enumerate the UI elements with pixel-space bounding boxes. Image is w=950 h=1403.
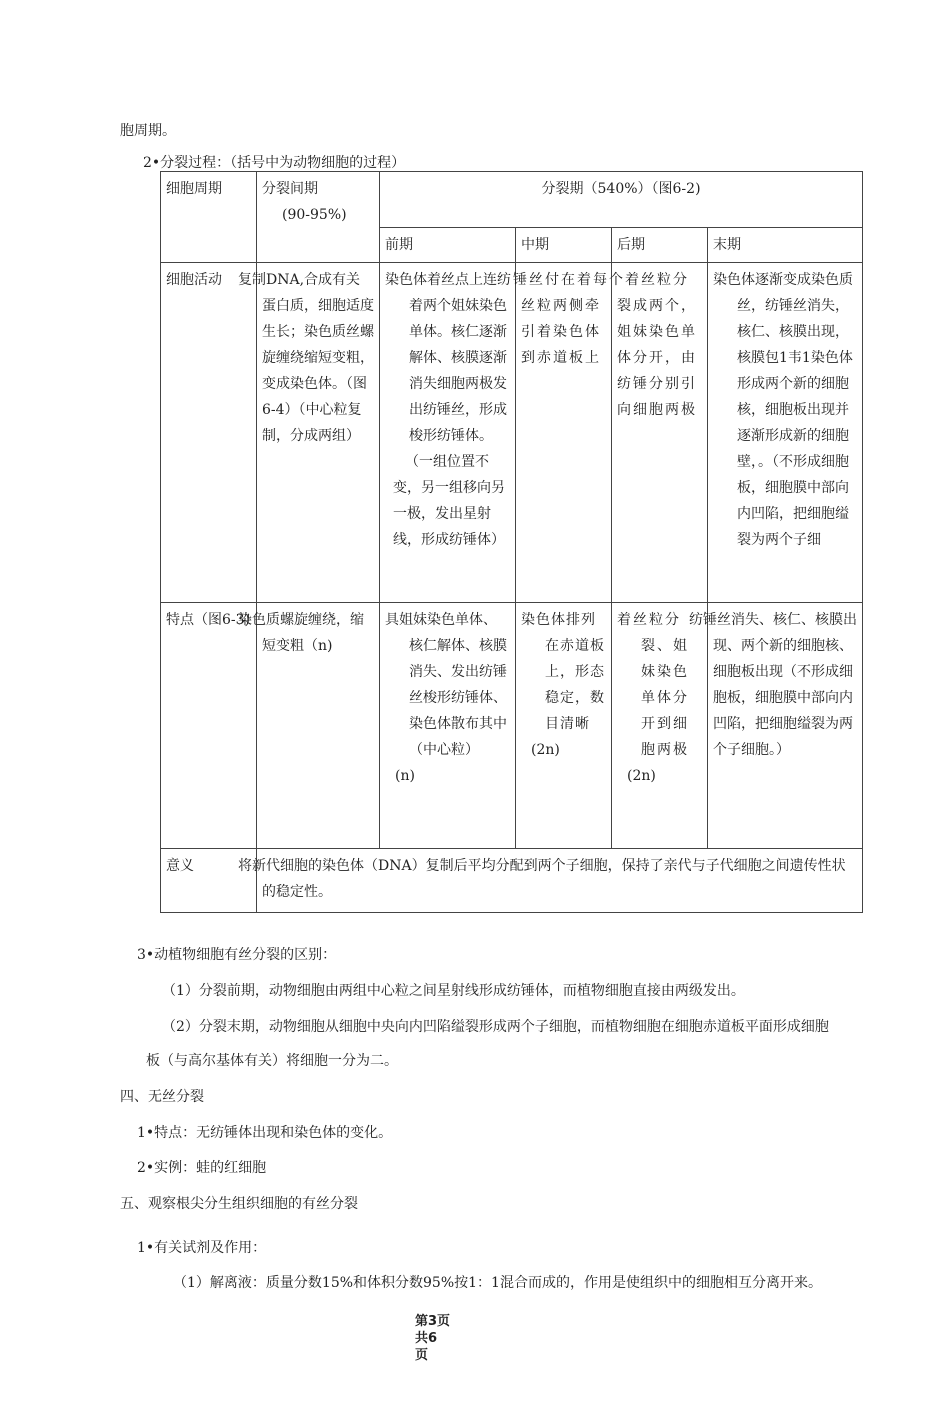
section-4-example: 2•实例：蛙的红细胞 [137,1160,267,1176]
section-4-title: 四、无丝分裂 [120,1089,204,1105]
activity-interphase: 复制DNA,合成有关蛋白质，细胞适度生长；染色质丝螺旋缠绕缩短变粗，变成染色体。（图6-4）（中心粒复制，分成两组） [257,263,380,603]
header-interphase-label: 分裂间期 [262,181,318,197]
feature-interphase: 染色质螺旋缠绕，缩短变粗（n) [257,603,380,849]
feature-anaphase [612,603,708,849]
footer-page-number: 第3页 [415,1314,451,1329]
header-cell-cycle: 细胞周期 [161,172,257,263]
feature-anaphase-ploidy: (2n) [627,768,656,784]
header-telophase: 末期 [708,228,863,263]
activity-metaphase: 纺锤丝付在着丝粒两侧牵引着染色体到赤道板上 [516,263,612,603]
activity-prophase-animal: （一组位置不变，另一组移向另一极，发出星射线，形成纺锤体） [393,454,505,548]
feature-metaphase-text: 染色体排列在赤道板上，形态稳定，数目清晰 [521,612,605,732]
feature-prophase-ploidy: (n) [395,768,415,784]
page-footer [415,1313,450,1364]
section-3-point-2-cont: 板（与高尔基体有关）将细胞一分为二。 [146,1053,398,1069]
header-prophase: 前期 [380,228,516,263]
feature-prophase-text: 具姐妹染色单体、核仁解体、核膜消失、发出纺锤丝梭形纺锤体、染色体散布其中（中心粒） [385,612,507,758]
activity-telophase-text: 染色体逐渐变成染色质丝，纺锤丝消失，核仁、核膜出现，核膜包1韦1染色体形成两个新的细胞核，细胞板出现并逐渐形成新的细胞壁，。（不形成细胞板，细胞膜中部向内凹陷，把细胞缢裂为两个子细 [713,272,853,548]
section-5-reagents: 1•有关试剂及作用： [137,1240,267,1256]
section-5-title: 五、观察根尖分生组织细胞的有丝分裂 [120,1196,358,1212]
feature-prophase [380,603,516,849]
header-anaphase: 后期 [612,228,708,263]
significance-text: 将新代细胞的染色体（DNA）复制后平均分配到两个子细胞，保持了亲代与子代细胞之间遗传性状的稳定性。 [257,849,863,913]
activity-prophase-plant: 染色体着丝点上连着两个姐妹染色单体。核仁逐渐解体、核膜逐渐消失细胞两极发出纺锤丝，形成梭形纺锤体。 [385,272,507,444]
intro-tail: 胞周期。 [120,123,176,139]
header-interphase [257,172,380,263]
section-4-feature: 1•特点：无纺锤体出现和染色体的变化。 [137,1125,393,1141]
feature-metaphase [516,603,612,849]
header-metaphase: 中期 [516,228,612,263]
section-3-point-2: （2）分裂末期，动物细胞从细胞中央向内凹陷缢裂形成两个子细胞，而植物细胞在细胞赤道板平面形成细胞 [162,1019,829,1035]
cell-cycle-table [160,171,863,913]
section-3-title: 3•动植物细胞有丝分裂的区别： [137,947,337,963]
section-5-dissociation: （1）解离液：质量分数15%和体积分数95%按1：1混合而成的，作用是使组织中的细胞相互分离开来。 [173,1275,822,1291]
row-feature-label: 特点（图6-3) [161,603,257,849]
footer-total-pages: 共6 [415,1331,438,1346]
header-interphase-percent: (90-95%) [282,207,347,223]
section-2-title: 2•分裂过程：（括号中为动物细胞的过程） [143,155,406,171]
row-activity-label: 细胞活动 [161,263,257,603]
feature-anaphase-text: 着丝粒分裂、姐妹染色单体分开到细胞两极 [617,612,689,758]
feature-metaphase-ploidy: (2n) [531,742,560,758]
section-3-point-1: （1）分裂前期，动物细胞由两组中心粒之间星射线形成纺锤体，而植物细胞直接由两级发出。 [162,983,745,999]
row-significance-label: 意义 [161,849,257,913]
activity-anaphase: 每个着丝粒分裂成两个，姐妹染色单体分开，由纺锤分别引向细胞两极 [612,263,708,603]
header-mitosis: 分裂期（540%）（图6-2) [380,172,863,228]
feature-telophase: 纺锤丝消失、核仁、核膜出现、两个新的细胞核、细胞板出现（不形成细胞板，细胞膜中部向内凹陷，把细胞缢裂为两个子细胞。） [708,603,863,849]
footer-page-suffix: 页 [415,1348,429,1363]
activity-telophase [708,263,863,603]
activity-prophase [380,263,516,603]
